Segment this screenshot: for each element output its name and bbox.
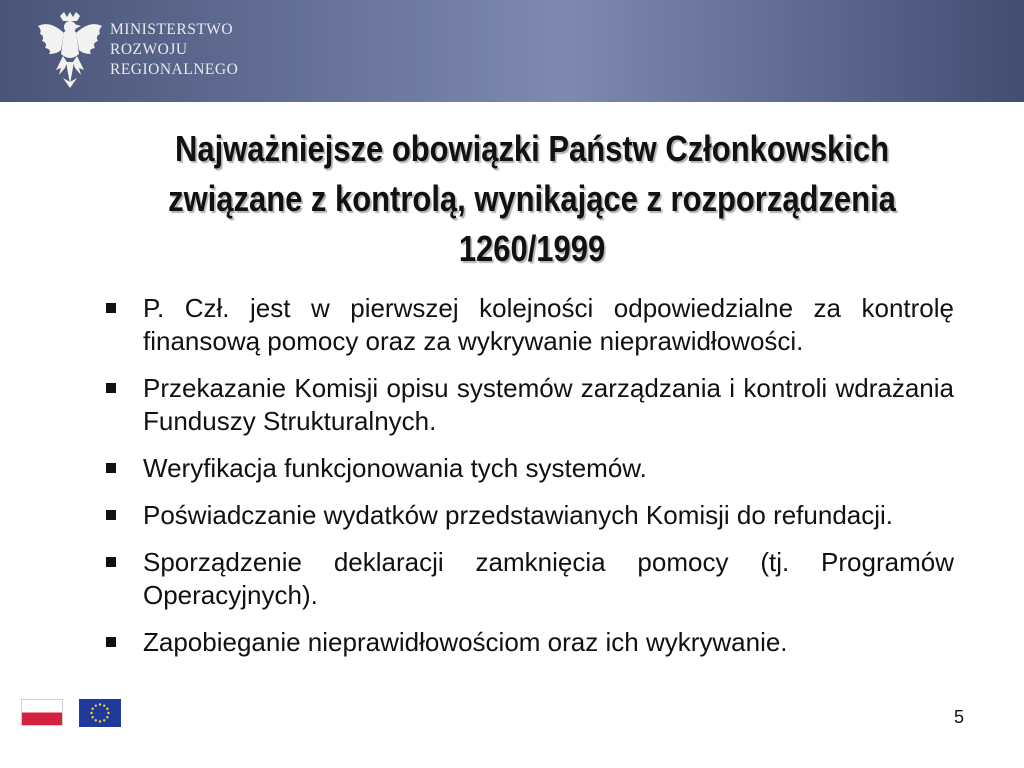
ministry-line-1: MINISTERSTWO <box>110 21 234 38</box>
list-item <box>104 499 954 532</box>
list-item <box>104 372 954 438</box>
list-item-text: Przekazanie Komisji opisu systemów zarządzania i kontroli wdrażania Funduszy Strukturalnych. <box>143 373 954 436</box>
bullet-list <box>104 292 954 673</box>
square-bullet-icon <box>106 383 116 393</box>
poland-flag-icon <box>21 699 63 726</box>
square-bullet-icon <box>106 463 116 473</box>
title-line-3: 1260/1999 <box>458 228 606 269</box>
ministry-name <box>110 20 238 80</box>
eu-flag-icon <box>79 699 121 727</box>
square-bullet-icon <box>106 557 116 567</box>
ministry-line-3: REGIONALNEGO <box>110 61 239 78</box>
title-line-2: związane z kontrolą, wynikające z rozporządzenia <box>168 178 896 219</box>
list-item-text: Sporządzenie deklaracji zamknięcia pomocy (tj. Programów Operacyjnych). <box>143 547 954 610</box>
list-item <box>104 452 954 485</box>
white-eagle-emblem-icon <box>36 12 104 88</box>
square-bullet-icon <box>106 510 116 520</box>
list-item <box>104 546 954 612</box>
title-line-1: Najważniejsze obowiązki Państw Członkowskich <box>175 128 889 169</box>
page-number: 5 <box>953 707 964 727</box>
list-item-text: P. Czł. jest w pierwszej kolejności odpowiedzialne za kontrolę finansową pomocy oraz za wykrywanie nieprawidłowości. <box>143 293 954 356</box>
list-item-text: Zapobieganie nieprawidłowościom oraz ich wykrywanie. <box>143 627 788 657</box>
slide-title <box>126 124 938 274</box>
list-item-text: Weryfikacja funkcjonowania tych systemów. <box>143 453 647 483</box>
list-item <box>104 626 954 659</box>
ministry-line-2: ROZWOJU <box>110 41 188 58</box>
header-banner <box>0 0 1024 102</box>
list-item <box>104 292 954 358</box>
square-bullet-icon <box>106 303 116 313</box>
square-bullet-icon <box>106 637 116 647</box>
list-item-text: Poświadczanie wydatków przedstawianych Komisji do refundacji. <box>143 500 894 530</box>
